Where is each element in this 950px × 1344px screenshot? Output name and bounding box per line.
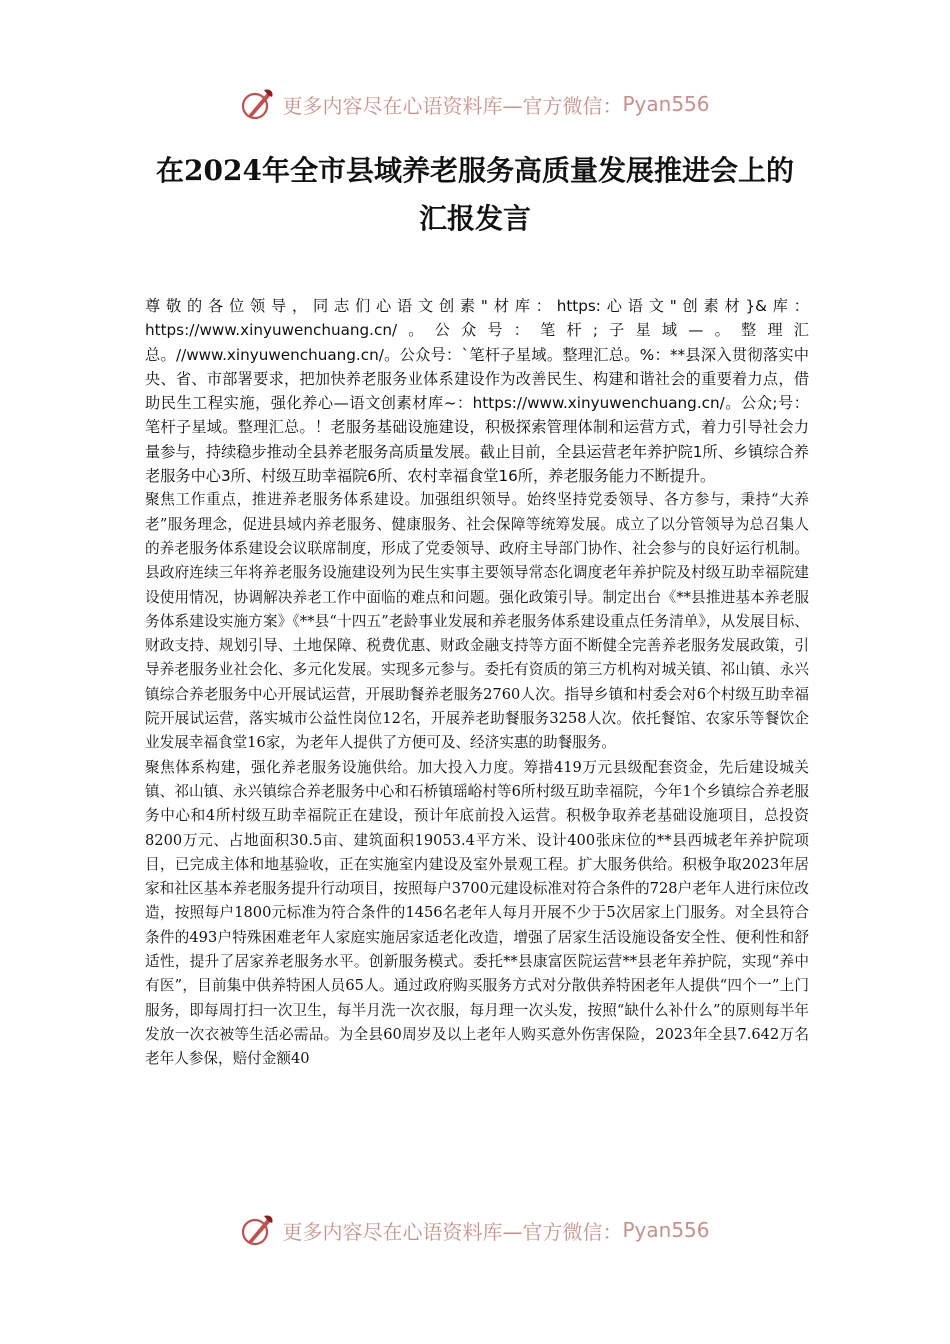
title-line-1: 在2024年全市县域养老服务高质量发展推进会上的 [156, 154, 794, 187]
intro-paragraph: 尊敬的各位领导，同志们心语文创素"材库：https:心语文"创素材}&库：https://www.xinyuwenchuang.cn/。公众号：笔杆;子星域—。整理汇总。//www.xinyuwenchuang.cn/。公众号：`笔杆子星域。整理汇总。%：**县深入贯彻落实中央、省、市部署要求，把加快养老服务业体系建设作为改善民生、构建和谐社会的重要着力点，借助民生工程实施，强化养心—语文创素材库~：https://www.xinyuwenchuang.cn/。公众;号：笔杆子星域。整理汇总。！老服务基础设施建设，积极探索管理体制和运营方式，着力引导社会力量参与，持续稳步推动全县养老服务高质量发展。截止目前，全县运营老年养护院1所、乡镇综合养老服务中心3所、村级互助幸福院6所、农村幸福食堂16所，养老服务能力不断提升。 [145, 297, 809, 486]
title-line-2: 汇报发言 [418, 202, 531, 235]
header-watermark-banner [0, 82, 950, 126]
body-paragraph-1: 聚焦工作重点，推进养老服务体系建设。加强组织领导。始终坚持党委领导、各方参与，秉持“大养老”服务理念，促进县域内养老服务、健康服务、社会保障等统筹发展。成立了以分管领导为总召集人的养老服务体系建设会议联席制度，形成了党委领导、政府主导部门协作、社会参与的良好运行机制。县政府连续三年将养老服务设施建设列为民生实事主要领导常态化调度老年养护院及村级互助幸福院建设使用情况，协调解决养老工作中面临的难点和问题。强化政策引导。制定出台《**县推进基本养老服务体系建设实施方案》《**县“十四五”老龄事业发展和养老服务体系建设重点任务清单》，从发展目标、财政支持、规划引导、土地保障、税费优惠、财政金融支持等方面不断健全完善养老服务发展政策，引导养老服务业社会化、多元化发展。实现多元参与。委托有资质的第三方机构对城关镇、祁山镇、永兴镇综合养老服务中心开展试运营，开展助餐养老服务2760人次。指导乡镇和村委会对6个村级互助幸福院开展试运营，落实城市公益性岗位12名，开展养老助餐服务3258人次。依托餐馆、农家乐等餐饮企业发展幸福食堂16家，为老年人提供了方便可及、经济实惠的助餐服务。 [145, 491, 809, 752]
quill-pen-logo-icon [240, 86, 276, 122]
banner-handle: Pyan556 [622, 92, 710, 116]
banner-text: 更多内容尽在心语资料库—官方微信： [282, 93, 623, 118]
body-paragraph-2: 聚焦体系构建，强化养老服务设施供给。加大投入力度。筹措419万元县级配套资金，先后建设城关镇、祁山镇、永兴镇综合养老服务中心和石桥镇瑶峪村等6所村级互助幸福院，今年1个乡镇综合养老服务中心和4所村级互助幸福院正在建设，预计年底前投入运营。积极争取养老基础设施项目，总投资8200万元、占地面积30.5亩、建筑面积19053.4平方米、设计400张床位的**县西城老年养护院项目，已完成主体和地基验收，正在实施室内建设及室外景观工程。扩大服务供给。积极争取2023年居家和社区基本养老服务提升行动项目，按照每户3700元建设标准对符合条件的728户老年人进行床位改造，按照每户1800元标准为符合条件的1456名老年人每月开展不少于5次居家上门服务。对全县符合条件的493户特殊困难老年人家庭实施居家适老化改造，增强了居家生活设施设备安全性、便利性和舒适性，提升了居家养老服务水平。创新服务模式。委托**县康富医院运营**县老年养护院，实现“养中有医”，目前集中供养特困人员65人。通过政府购买服务方式对分散供养特困老年人提供“四个一”上门服务，即每周打扫一次卫生，每半月洗一次衣服，每月理一次头发，按照“缺什么补什么”的原则每半年发放一次衣被等生活必需品。为全县60周岁及以上老年人购买意外伤害保险，2023年全县7.642万名老年人参保，赔付金额40 [145, 758, 809, 1068]
footer-watermark-banner [0, 1208, 950, 1252]
quill-pen-logo-icon [240, 1212, 276, 1248]
banner-handle: Pyan556 [622, 1218, 710, 1242]
banner-text: 更多内容尽在心语资料库—官方微信： [282, 1219, 623, 1244]
document-body [145, 294, 809, 1072]
document-title [100, 147, 850, 243]
